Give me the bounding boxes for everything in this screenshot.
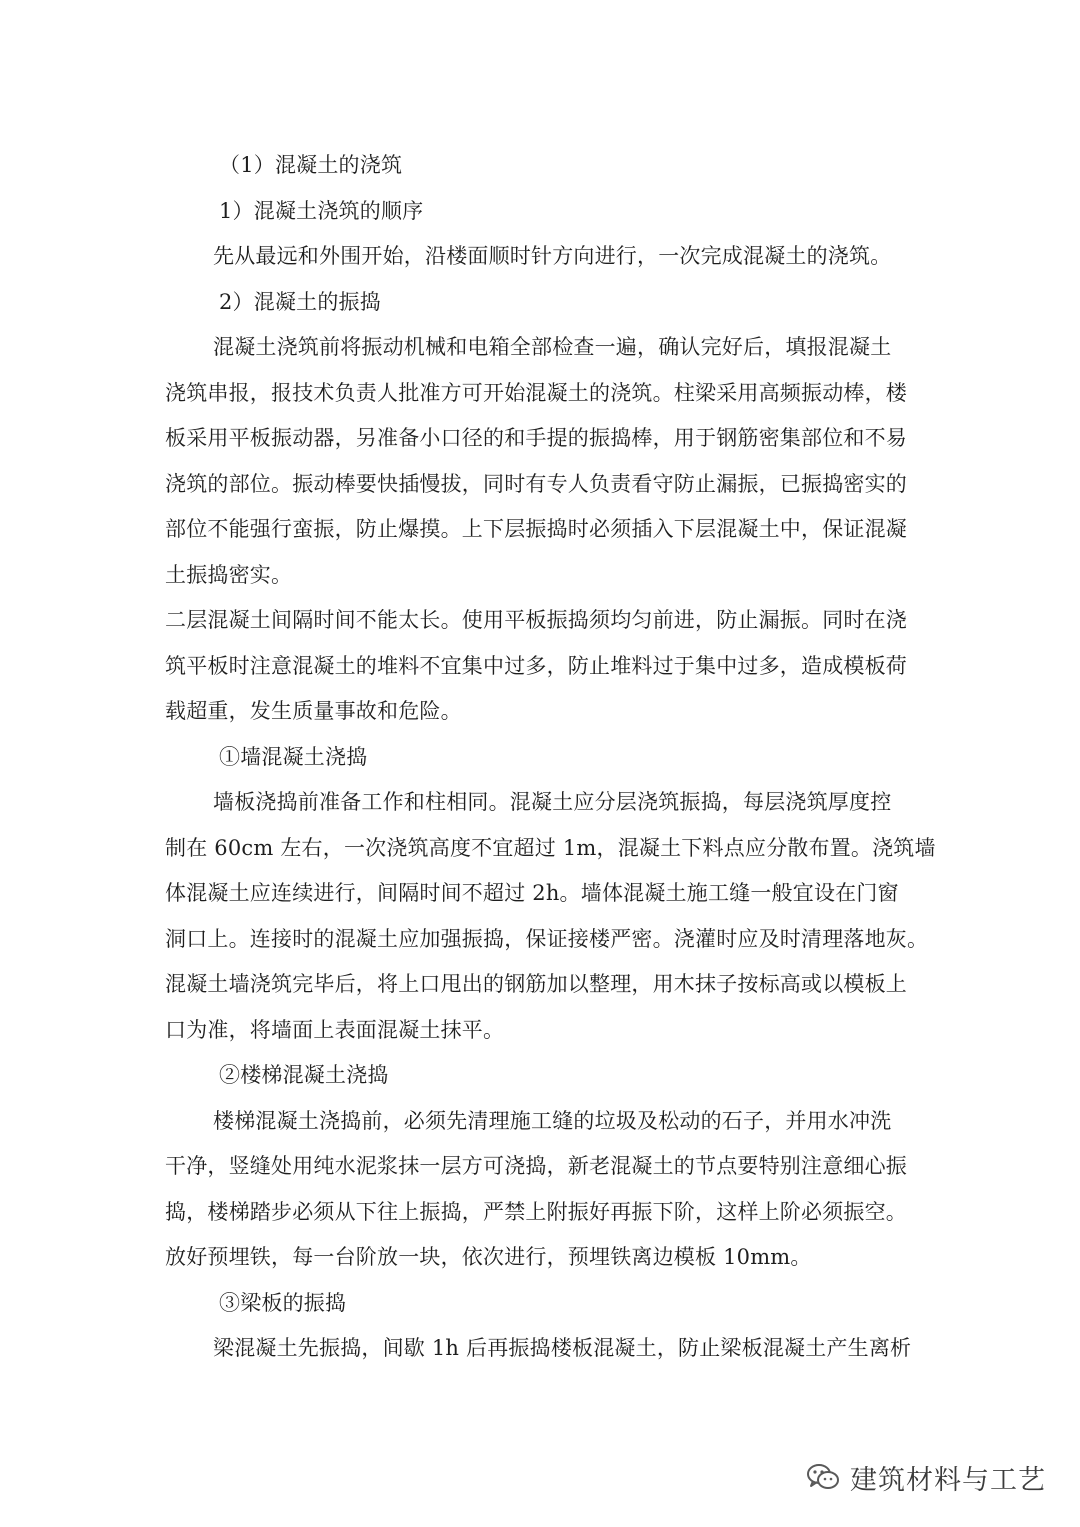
paragraph-line: 土振捣密实。: [165, 562, 293, 587]
paragraph-line: 口为准，将墙面上表面混凝土抹平。: [165, 1017, 505, 1042]
paragraph-line: 梁混凝土先振捣，间歇 1h 后再振捣楼板混凝土，防止梁板混凝土产生离析: [213, 1336, 912, 1360]
paragraph-line: 楼梯混凝土浇捣前，必须先清理施工缝的垃圾及松动的石子，并用水冲洗: [213, 1108, 892, 1133]
item-heading: ②楼梯混凝土浇捣: [219, 1063, 389, 1087]
item-heading: ③梁板的振捣: [219, 1290, 347, 1315]
paragraph-line: 洞口上。连接时的混凝土应加强振捣，保证接楼严密。浇灌时应及时清理落地灰。: [165, 926, 929, 951]
paragraph-line: 浇筑的部位。振动棒要快插慢拔，同时有专人负责看守防止漏振，已振捣密实的: [165, 471, 907, 496]
paragraph-line: 载超重，发生质量事故和危险。: [165, 699, 462, 723]
watermark: [806, 1457, 1046, 1497]
subsection-heading: 1）混凝土浇筑的顺序: [219, 198, 424, 223]
section-heading: （1）混凝土的浇筑: [219, 153, 403, 177]
paragraph-line: 板采用平板振动器，另准备小口径的和手提的振捣棒，用于钢筋密集部位和不易: [165, 426, 907, 450]
paragraph-line: 混凝土浇筑前将振动机械和电箱全部检查一遍，确认完好后，填报混凝土: [213, 335, 892, 359]
paragraph-line: 干净，竖缝处用纯水泥浆抹一层方可浇捣，新老混凝土的节点要特别注意细心振: [165, 1154, 907, 1178]
wechat-icon: [806, 1462, 840, 1492]
paragraph-line: 筑平板时注意混凝土的堆料不宜集中过多，防止堆料过于集中过多，造成模板荷: [165, 653, 907, 678]
paragraph-line: 混凝土墙浇筑完毕后，将上口甩出的钢筋加以整理，用木抹子按标高或以模板上: [165, 972, 907, 996]
paragraph-line: 先从最远和外围开始，沿楼面顺时针方向进行，一次完成混凝土的浇筑。: [213, 244, 892, 268]
paragraph-line: 放好预埋铁，每一台阶放一块，依次进行，预埋铁离边模板 10mm。: [165, 1245, 812, 1269]
paragraph-line: 部位不能强行蛮振，防止爆摸。上下层振捣时必须插入下层混凝土中，保证混凝: [165, 517, 907, 541]
item-heading: ①墙混凝土浇捣: [219, 744, 368, 769]
subsection-heading: 2）混凝土的振捣: [219, 289, 381, 314]
paragraph-line: 体混凝土应连续进行，间隔时间不超过 2h。墙体混凝土施工缝一般宜设在门窗: [165, 881, 899, 905]
paragraph-line: 捣，楼梯踏步必须从下往上振捣，严禁上附振好再振下阶，这样上阶必须振空。: [165, 1199, 907, 1224]
paragraph-line: 墙板浇捣前准备工作和柱相同。混凝土应分层浇筑振捣，每层浇筑厚度控: [213, 790, 892, 814]
paragraph-line: 浇筑串报，报技术负责人批准方可开始混凝土的浇筑。柱梁采用高频振动棒，楼: [165, 380, 907, 405]
watermark-text: 建筑材料与工艺: [850, 1464, 1046, 1496]
paragraph-line: 制在 60cm 左右，一次浇筑高度不宜超过 1m，混凝土下料点应分散布置。浇筑墙: [165, 835, 936, 860]
document-body: [165, 143, 936, 1372]
paragraph-line: 二层混凝土间隔时间不能太长。使用平板振捣须均匀前进，防止漏振。同时在浇: [165, 608, 907, 632]
